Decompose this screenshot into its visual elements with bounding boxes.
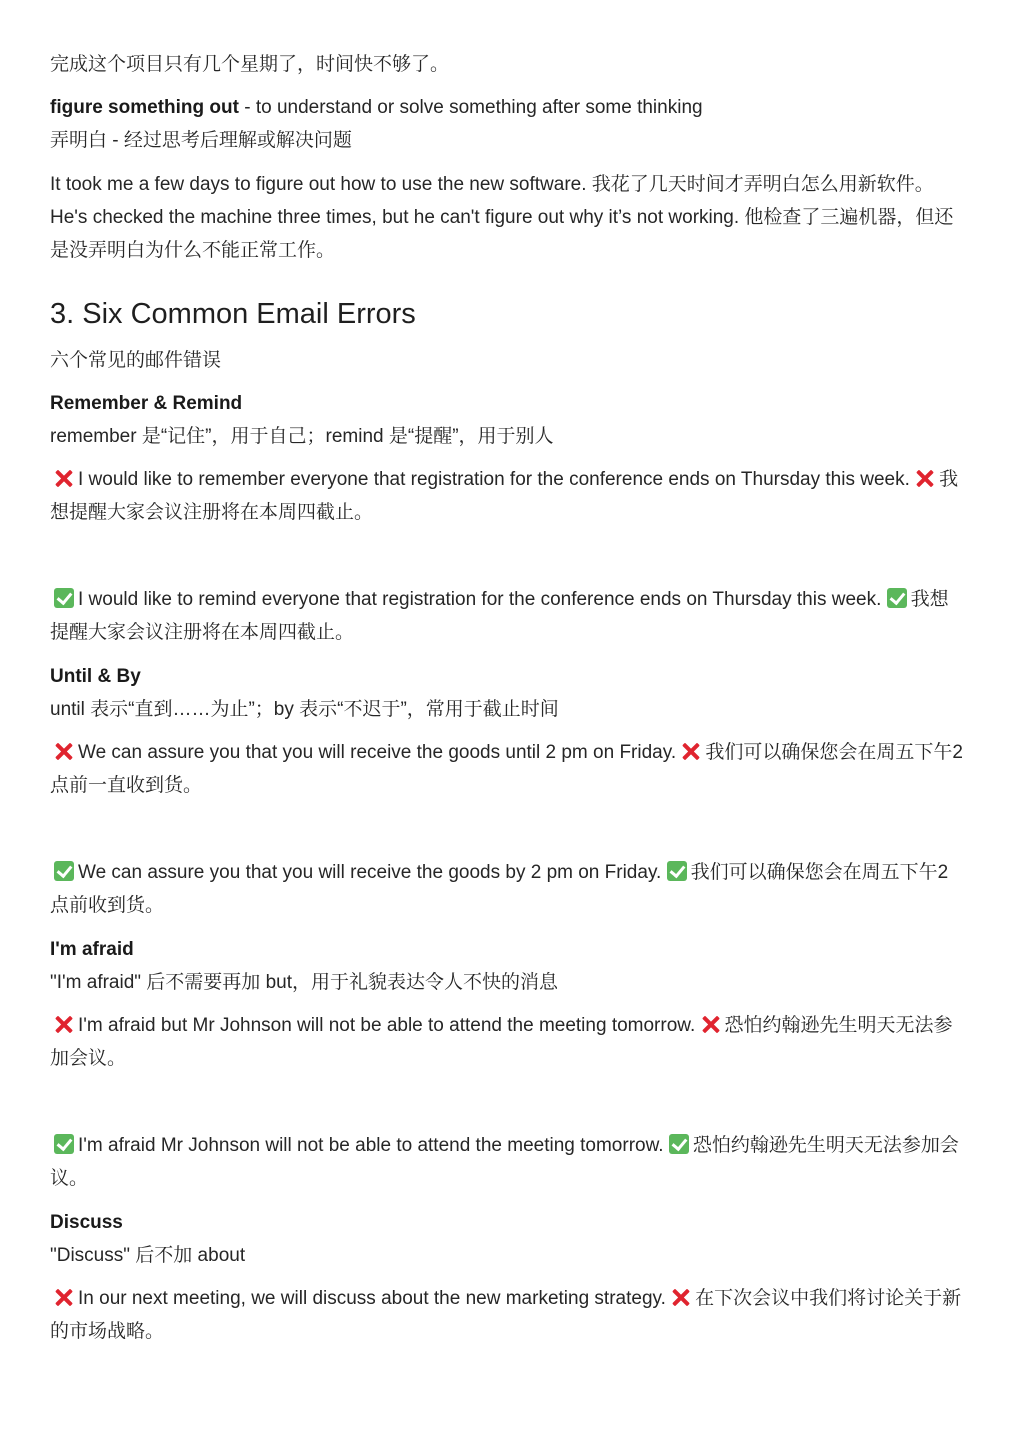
cross-mark-icon — [701, 1014, 721, 1034]
right-example-im-afraid: I'm afraid Mr Johnson will not be able to attend the meeting tomorrow. 恐怕约翰逊先生明天无法参加会议。 — [50, 1135, 959, 1189]
cross-mark-icon — [54, 1287, 74, 1307]
cross-mark-icon — [671, 1287, 691, 1307]
error-note-until-by: until 表示“直到……为止”；by 表示“不迟于”，常用于截止时间 — [50, 699, 559, 720]
cross-mark-icon — [54, 468, 74, 488]
wrong-example-discuss: In our next meeting, we will discuss about the new marketing strategy. 在下次会议中我们将讨论关于新的市场战略。 — [50, 1288, 962, 1342]
phrase-definition-en: - to understand or solve something after some thinking — [238, 97, 703, 118]
intro-sentence-cn: 完成这个项目只有几个星期了，时间快不够了。 — [50, 54, 450, 75]
right-example-by: We can assure you that you will receive the goods by 2 pm on Friday. 我们可以确保您会在周五下午2点前收到货。 — [50, 862, 949, 916]
check-mark-icon — [54, 861, 74, 881]
error-heading-im-afraid: I'm afraid — [50, 939, 134, 960]
error-heading-until-by: Until & By — [50, 666, 141, 687]
cross-mark-icon — [681, 741, 701, 761]
wrong-example-im-afraid: I'm afraid but Mr Johnson will not be able to attend the meeting tomorrow. 恐怕约翰逊先生明天无法参加会议。 — [50, 1015, 953, 1069]
check-mark-icon — [887, 588, 907, 608]
phrase-term: figure something out — [50, 97, 239, 118]
section-subtitle: 六个常见的邮件错误 — [50, 350, 222, 371]
cross-mark-icon — [54, 741, 74, 761]
section-title: 3. Six Common Email Errors — [50, 298, 416, 330]
error-note-remember-remind: remember 是“记住”，用于自己；remind 是“提醒”，用于别人 — [50, 426, 554, 447]
right-example-remind: I would like to remind everyone that registration for the conference ends on Thursday this week. 我想提醒大家会议注册将在本周四截止。 — [50, 589, 949, 643]
error-note-discuss: "Discuss" 后不加 about — [50, 1245, 246, 1266]
error-note-im-afraid: "I'm afraid" 后不需要再加 but，用于礼貌表达令人不快的消息 — [50, 972, 559, 993]
check-mark-icon — [54, 1134, 74, 1154]
phrase-examples: It took me a few days to figure out how to use the new software. 我花了几天时间才弄明白怎么用新软件。 He's checked the machine three times, but he can't figure out why it’s not working. 他检查了三遍机器，但还是没弄明白为什么不能正常工作。 — [50, 174, 954, 261]
wrong-example-until: We can assure you that you will receive the goods until 2 pm on Friday. 我们可以确保您会在周五下午2点前一直收到货。 — [50, 742, 963, 796]
check-mark-icon — [667, 861, 687, 881]
phrase-definition — [50, 96, 703, 120]
wrong-example-remember: I would like to remember everyone that registration for the conference ends on Thursday this week. 我想提醒大家会议注册将在本周四截止。 — [50, 469, 959, 523]
phrase-definition-cn: 弄明白 - 经过思考后理解或解决问题 — [50, 130, 352, 151]
cross-mark-icon — [915, 468, 935, 488]
check-mark-icon — [54, 588, 74, 608]
error-heading-remember-remind: Remember & Remind — [50, 393, 243, 414]
check-mark-icon — [669, 1134, 689, 1154]
error-heading-discuss: Discuss — [50, 1212, 123, 1233]
cross-mark-icon — [54, 1014, 74, 1034]
